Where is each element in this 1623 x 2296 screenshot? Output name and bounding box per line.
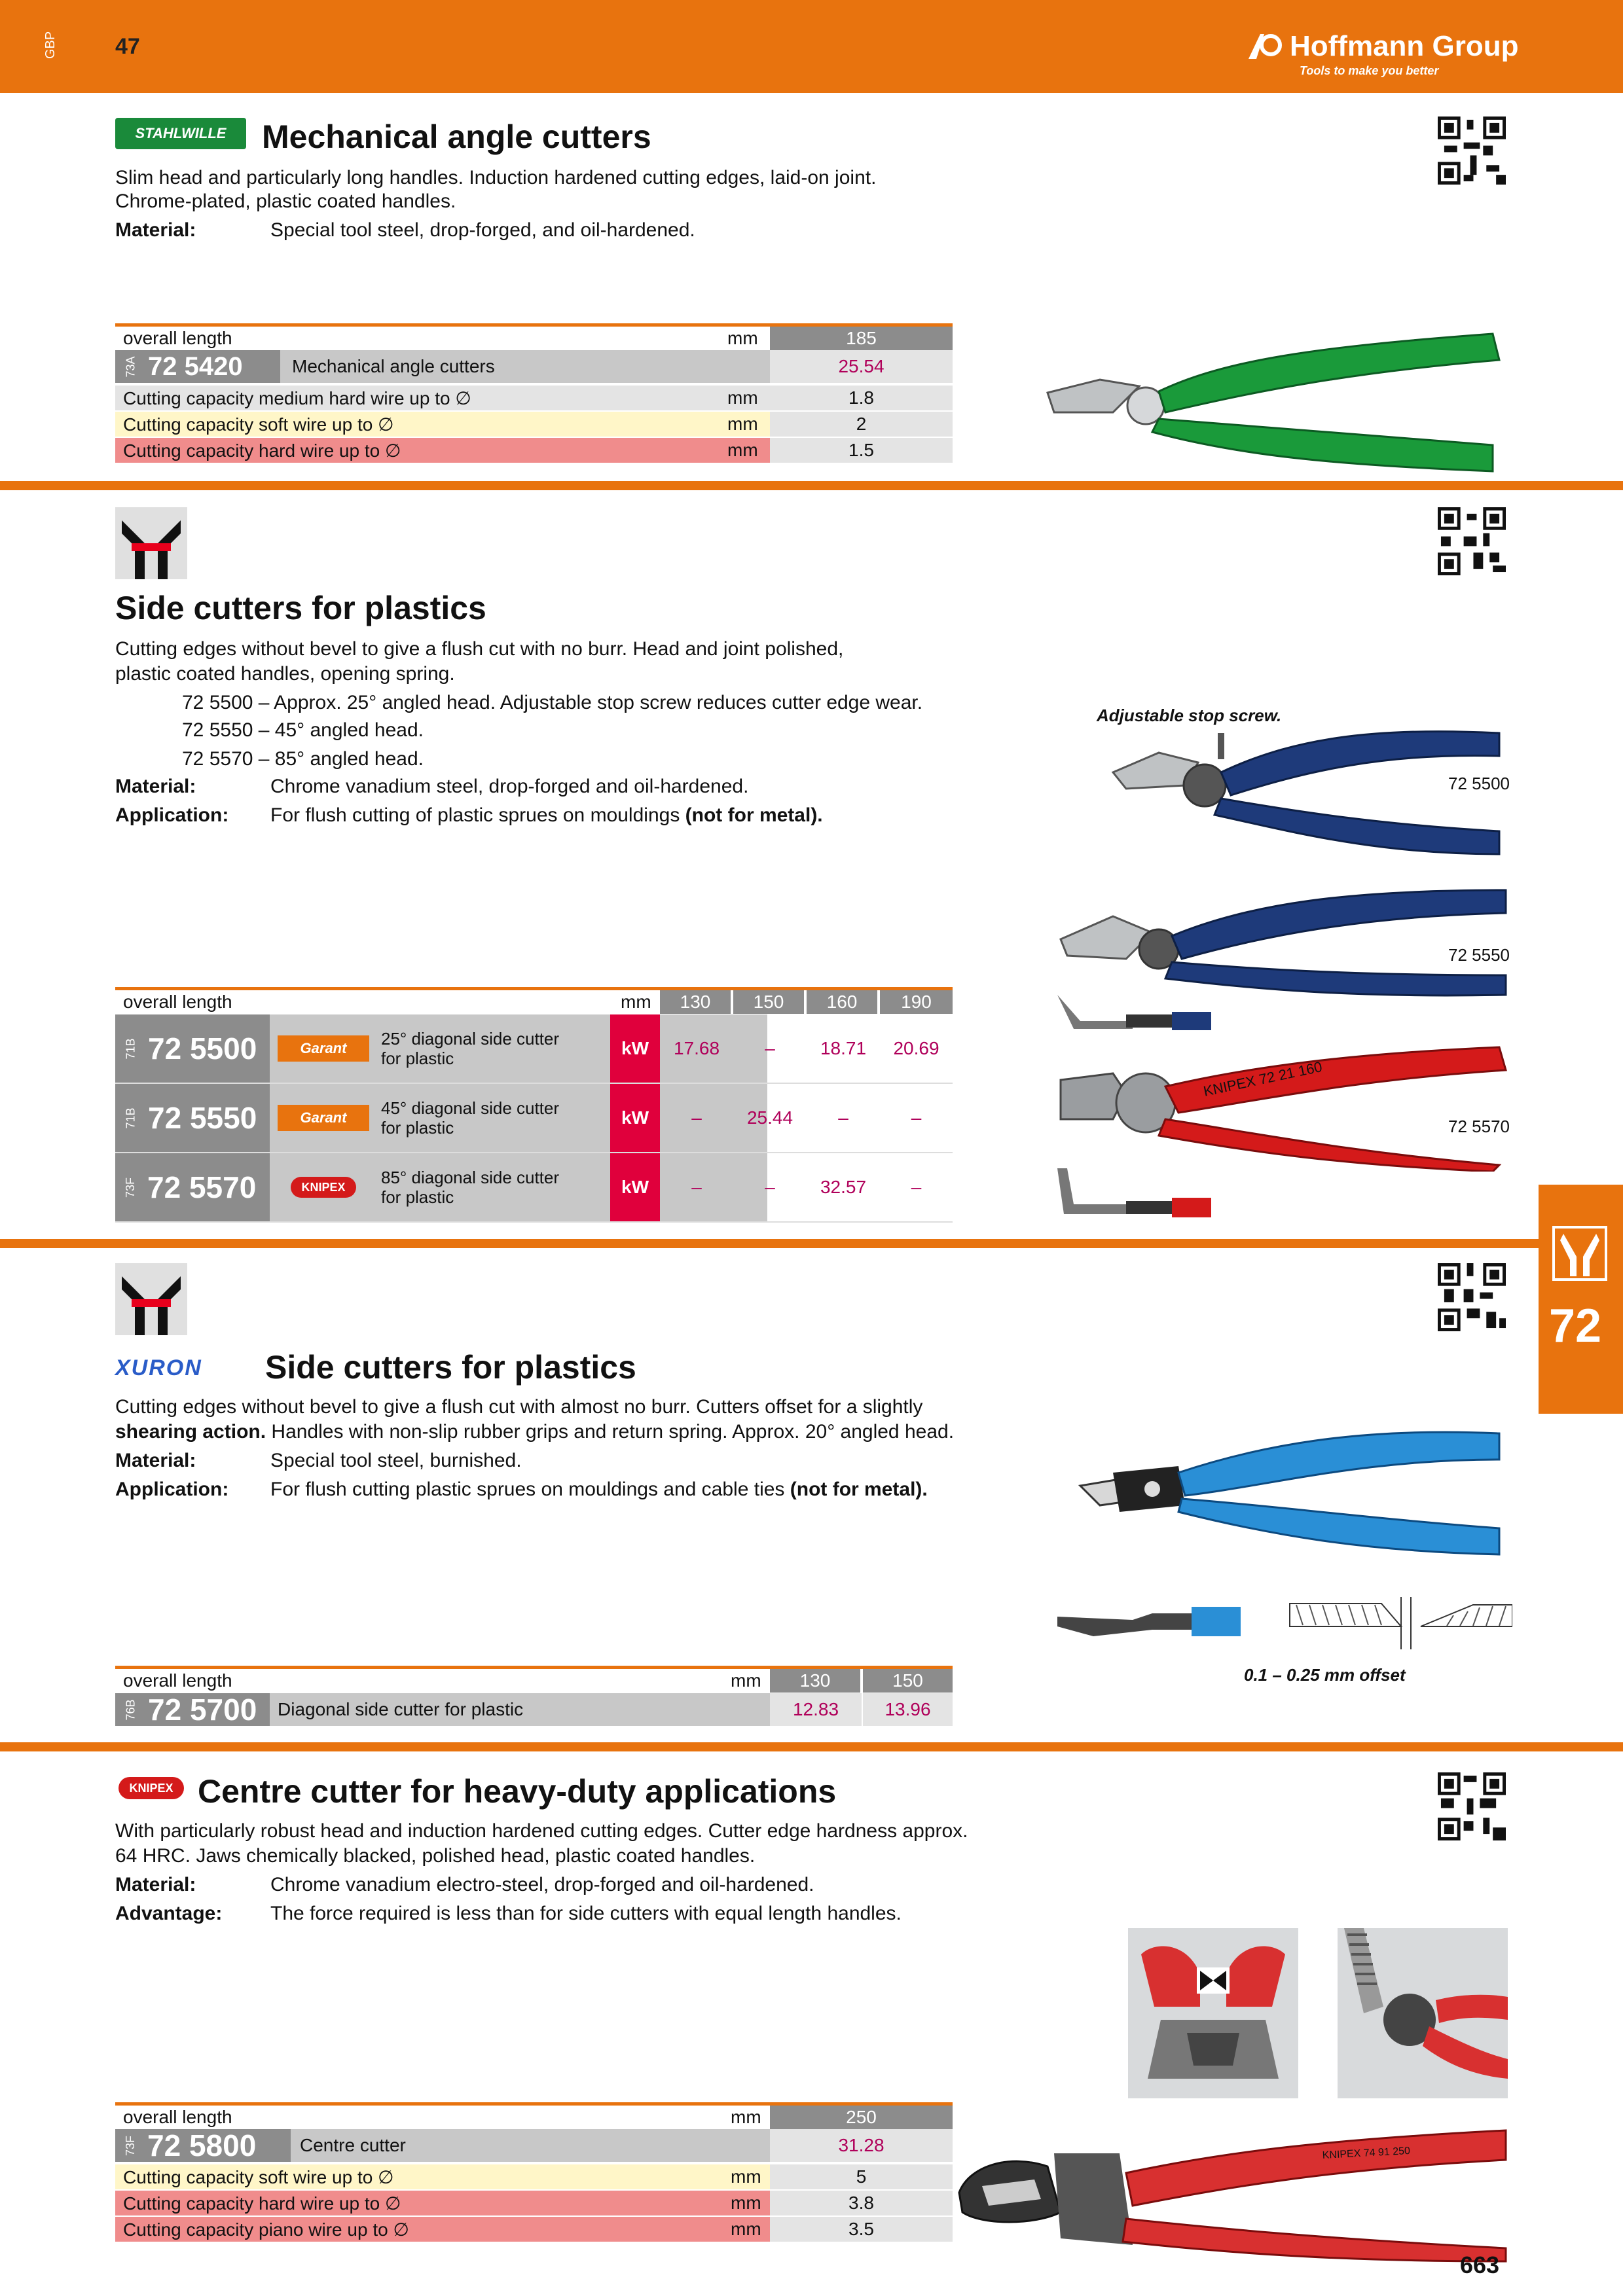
product-photo-detail	[1128, 1928, 1298, 2098]
product-name: 85° diagonal side cutter	[381, 1168, 560, 1187]
price: 25.44	[746, 1107, 793, 1128]
section-separator	[0, 1742, 1623, 1751]
material-label: Material:	[115, 219, 196, 241]
offset-note: 0.1 – 0.25 mm offset	[1244, 1665, 1406, 1685]
section-title: Side cutters for plastics	[265, 1349, 636, 1386]
chapter-tab[interactable]	[1539, 1185, 1623, 1414]
spec-unit: mm	[731, 2219, 761, 2239]
spec-label: Cutting capacity piano wire up to ∅	[123, 2219, 409, 2240]
table-row	[115, 1014, 953, 1084]
material-label: Material:	[115, 1874, 196, 1895]
article-number: 72 5570	[147, 1170, 257, 1204]
length-value: 250	[770, 2106, 953, 2129]
product-name: Mechanical angle cutters	[280, 350, 770, 383]
spec-label: Cutting capacity soft wire up to ∅	[123, 2166, 394, 2187]
product-name: 45° diagonal side cutter	[381, 1098, 560, 1118]
table-row	[115, 1153, 953, 1223]
article-number: 72 5700	[148, 1693, 257, 1727]
variant-item: 72 5500 – Approx. 25° angled head. Adjustable stop screw reduces cutter edge wear.	[182, 692, 923, 713]
price: –	[765, 1038, 775, 1058]
xuron-logo: XURON	[115, 1355, 202, 1380]
product-table	[115, 2102, 953, 2246]
svg-text:KNIPEX 74 91 250: KNIPEX 74 91 250	[1322, 2145, 1411, 2161]
description: 64 HRC. Jaws chemically blacked, polished head, plastic coated handles.	[115, 1845, 756, 1867]
product-code: 71B	[124, 1037, 137, 1060]
length-label: overall length	[123, 2107, 232, 2127]
xuron-cutter-image	[1074, 1407, 1512, 1558]
product-name: for plastic	[381, 1118, 454, 1138]
section-title: Centre cutter for heavy-duty applications	[198, 1773, 837, 1810]
advantage-value: The force required is less than for side cutters with equal length handles.	[270, 1903, 902, 1924]
product-table	[115, 1666, 953, 1731]
product-code: 76B	[124, 1698, 137, 1721]
spec-value: 3.8	[770, 2191, 953, 2215]
length-value: 190	[880, 990, 953, 1014]
description: With particularly robust head and induction hardened cutting edges. Cutter edge hardness approx.	[115, 1820, 968, 1842]
spec-label: Cutting capacity hard wire up to ∅	[123, 2193, 401, 2214]
side-cutter-symbol-icon	[115, 507, 187, 579]
garant-logo: Garant	[278, 1105, 369, 1131]
description: Chrome-plated, plastic coated handles.	[115, 190, 456, 212]
price: 32.57	[820, 1177, 867, 1197]
description: Cutting edges without bevel to give a flush cut with no burr. Head and joint polished,	[115, 638, 844, 660]
material-label: Material:	[115, 1450, 196, 1471]
product-name: for plastic	[381, 1187, 454, 1207]
application-label: Application:	[115, 804, 229, 826]
product-code: 71B	[124, 1107, 137, 1129]
qr-code[interactable]	[1438, 1772, 1506, 1840]
material-label: Material:	[115, 776, 196, 797]
brand-name: Hoffmann Group	[1290, 30, 1519, 62]
length-label: overall length	[123, 1670, 232, 1691]
page-number-top: 47	[115, 34, 140, 59]
spec-label: Cutting capacity medium hard wire up to ∅	[123, 387, 471, 408]
spec-unit: mm	[731, 2193, 761, 2213]
price: –	[911, 1107, 922, 1128]
kw-badge: kW	[610, 1153, 660, 1221]
side-cutter-symbol-icon	[115, 1263, 187, 1335]
description: plastic coated handles, opening spring.	[115, 663, 455, 685]
table-row	[115, 1084, 953, 1153]
xuron-offset-diagram	[1054, 1597, 1512, 1676]
variant-item: 72 5570 – 85° angled head.	[182, 748, 424, 770]
side-cutter-45-image	[1054, 877, 1512, 1001]
section-separator	[0, 1239, 1623, 1248]
article-number: 72 5800	[147, 2128, 257, 2162]
description: shearing action. Handles with non-slip rubber grips and return spring. Approx. 20° angled head.	[115, 1421, 955, 1443]
qr-code[interactable]	[1438, 507, 1506, 575]
spec-value: 1.5	[770, 438, 953, 463]
section-title: Mechanical angle cutters	[262, 118, 651, 155]
section-title: Side cutters for plastics	[115, 590, 486, 626]
image-label: 72 5500	[1448, 774, 1510, 793]
material-value: Special tool steel, drop-forged, and oil-hardened.	[270, 219, 695, 241]
centre-cutter-image	[956, 2114, 1519, 2265]
spec-value: 1.8	[770, 386, 953, 410]
price: 18.71	[820, 1038, 867, 1058]
spec-value: 2	[770, 412, 953, 437]
product-table	[115, 987, 953, 1223]
unit: mm	[727, 328, 758, 348]
brand-tagline: Tools to make you better	[1300, 64, 1439, 77]
spec-label: Cutting capacity hard wire up to ∅	[123, 440, 401, 461]
application-label: Application:	[115, 1479, 229, 1500]
material-value: Chrome vanadium steel, drop-forged and oil-hardened.	[270, 776, 749, 797]
product-name: for plastic	[381, 1049, 454, 1068]
length-value: 150	[733, 990, 805, 1014]
side-cutter-85-image	[1054, 1041, 1512, 1172]
chapter-number: 72	[1549, 1300, 1602, 1352]
advantage-label: Advantage:	[115, 1903, 223, 1924]
price: –	[765, 1177, 775, 1197]
price: 20.69	[893, 1038, 939, 1058]
pliers-tab-icon	[1550, 1224, 1609, 1283]
garant-logo: Garant	[278, 1035, 369, 1062]
page-number-bottom: 663	[1460, 2251, 1500, 2278]
material-value: Chrome vanadium electro-steel, drop-forged and oil-hardened.	[270, 1874, 814, 1895]
application-value: For flush cutting of plastic sprues on mouldings (not for metal).	[270, 804, 823, 826]
length-label: overall length	[123, 328, 232, 348]
description: Cutting edges without bevel to give a flush cut with almost no burr. Cutters offset for a slightly	[115, 1396, 923, 1418]
product-name: 25° diagonal side cutter	[381, 1029, 560, 1049]
article-number: 72 5550	[148, 1101, 257, 1135]
section-separator	[0, 481, 1623, 490]
spec-unit: mm	[727, 440, 758, 460]
side-cutter-45-side-view	[1054, 988, 1218, 1034]
side-cutter-85-side-view	[1054, 1165, 1218, 1224]
spec-unit: mm	[727, 414, 758, 434]
spec-value: 3.5	[770, 2217, 953, 2242]
side-code: GBP	[43, 31, 58, 59]
unit: mm	[731, 2107, 761, 2127]
image-note: Adjustable stop screw.	[1097, 706, 1282, 725]
price: 17.68	[673, 1038, 720, 1058]
length-value: 130	[770, 1669, 862, 1693]
description: Slim head and particularly long handles. Induction hardened cutting edges, laid-on joint.	[115, 167, 877, 188]
application-value: For flush cutting plastic sprues on mouldings and cable ties (not for metal).	[270, 1479, 928, 1500]
unit: mm	[731, 1670, 761, 1691]
product-name: Diagonal side cutter for plastic	[270, 1693, 770, 1726]
article-number: 72 5420	[148, 351, 243, 381]
price: 13.96	[863, 1693, 953, 1726]
unit: mm	[621, 992, 651, 1012]
hoffmann-logo-icon	[1247, 29, 1284, 62]
article-number: 72 5500	[148, 1031, 257, 1066]
price: –	[691, 1177, 702, 1197]
length-value: 160	[807, 990, 879, 1014]
qr-code[interactable]	[1438, 1263, 1506, 1331]
material-value: Special tool steel, burnished.	[270, 1450, 522, 1471]
image-label: 72 5550	[1448, 945, 1510, 965]
length-value: 185	[770, 327, 953, 350]
image-label: 72 5570	[1448, 1117, 1510, 1136]
price: –	[691, 1107, 702, 1128]
spec-unit: mm	[727, 387, 758, 408]
price: –	[838, 1107, 848, 1128]
product-code: 73A	[124, 355, 137, 378]
kw-badge: kW	[610, 1084, 660, 1152]
price: 25.54	[770, 350, 953, 383]
spec-unit: mm	[731, 2166, 761, 2187]
variant-item: 72 5550 – 45° angled head.	[182, 719, 424, 741]
price: 31.28	[770, 2129, 953, 2162]
svg-text:KNIPEX 72 21 160: KNIPEX 72 21 160	[1201, 1058, 1324, 1100]
price: –	[911, 1177, 922, 1197]
product-photo-application	[1338, 1928, 1508, 2098]
spec-value: 5	[770, 2164, 953, 2189]
angle-cutter-image	[1041, 314, 1512, 484]
knipex-logo: KNIPEX	[115, 1774, 187, 1803]
product-name: Centre cutter	[291, 2129, 770, 2162]
spec-label: Cutting capacity soft wire up to ∅	[123, 414, 394, 435]
knipex-logo: KNIPEX	[291, 1177, 356, 1198]
length-value: 130	[660, 990, 732, 1014]
length-value: 150	[863, 1669, 953, 1693]
length-label: overall length	[123, 992, 232, 1012]
product-code: 73F	[124, 2135, 137, 2156]
product-code: 73F	[124, 1177, 137, 1198]
product-table	[115, 323, 953, 467]
stahlwille-logo: STAHLWILLE	[115, 118, 246, 149]
qr-code[interactable]	[1438, 117, 1506, 185]
price: 12.83	[770, 1693, 862, 1726]
kw-badge: kW	[610, 1014, 660, 1083]
